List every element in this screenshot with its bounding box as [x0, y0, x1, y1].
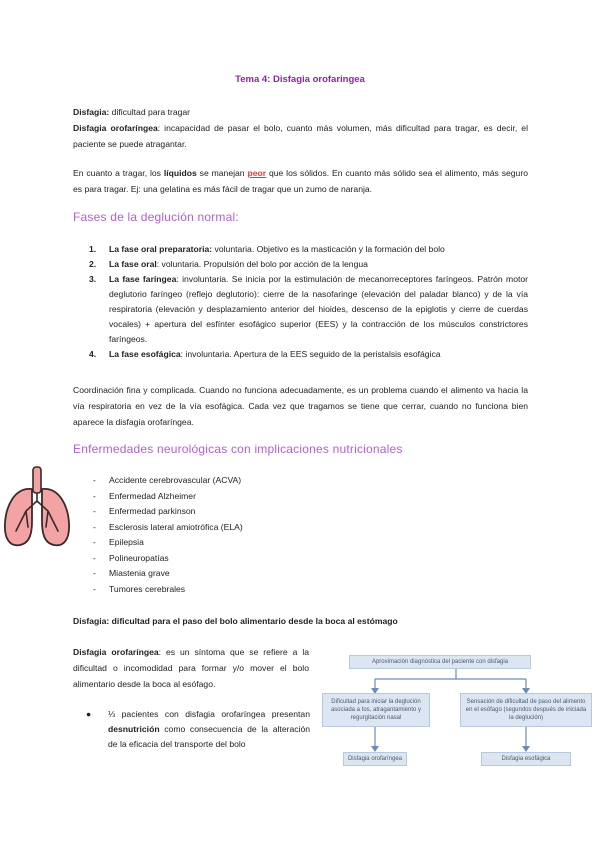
- phase-item: [73, 347, 528, 362]
- diagram-top-box: Aproximación diagnóstica del paciente con disfagia: [349, 655, 531, 669]
- phase-term: La fase esofágica: [109, 349, 181, 359]
- text: se manejan: [196, 168, 248, 178]
- bullet-item: [86, 707, 310, 752]
- phase-item: [73, 257, 528, 272]
- text: como consecuencia de la alteración de la eficacia del transporte del bolo: [108, 724, 310, 749]
- phase-number: 4.: [89, 349, 97, 359]
- phases-heading: Fases de la deglución normal:: [73, 210, 239, 224]
- text: ⅓ pacientes con disfagia orofaríngea presentan: [108, 709, 310, 719]
- disease-item: - Miastenia grave: [93, 566, 243, 582]
- phase-item: [73, 272, 528, 347]
- bold-term: desnutrición: [108, 724, 160, 734]
- phase-number: 1.: [89, 244, 97, 254]
- def-term: Disfagia:: [73, 107, 110, 117]
- phase-number: 2.: [89, 259, 97, 269]
- phase-item: [73, 242, 528, 257]
- disease-item: - Tumores cerebrales: [93, 582, 243, 598]
- phase-text: : involuntaria. Se inicia por la estimulación de mecanorreceptores faríngeos. Patrón motor deglutorio faríngeo (reflejo deglutorio): cierre de la nasofaringe (elevación del paladar blanco) y de la vía respiratoria (elevación y desplazamiento anterior del hioides, descenso de la epiglotis y cierre de cuerdas vocales) + apertura del esfínter esofágico superior (EES) y la contracción de los músculos constrictores faríngeos.: [109, 274, 528, 344]
- phase-term: La fase oral: [109, 259, 157, 269]
- text: En cuanto a tragar, los: [73, 168, 164, 178]
- bullet-icon: ●: [86, 709, 92, 719]
- phase-text: voluntaria. Objetivo es la masticación y la formación del bolo: [212, 244, 445, 254]
- highlight-peor: peor: [247, 168, 267, 178]
- disease-item: - Epilepsia: [93, 535, 243, 551]
- diseases-heading: Enfermedades neurológicas con implicaciones nutricionales: [73, 442, 403, 456]
- diseases-list: [93, 473, 243, 597]
- def-text: dificultad para tragar: [109, 107, 191, 117]
- oropharyngeal-definition: [73, 644, 309, 692]
- disease-item: - Enfermedad Alzheimer: [93, 489, 243, 505]
- bold-term: Disfagia orofaríngea: [73, 647, 159, 657]
- text: que los sólidos. En cuanto más sólido sea el alimento, más seguro es para tragar. Ej: una gelatina es más fácil de tragar que un zumo de naranja.: [73, 168, 528, 194]
- diagram-left-box: Dificultad para iniciar la deglución asociada a tos, atragantamiento y regurgitación nasal: [322, 693, 430, 727]
- def-text: : incapacidad de pasar el bolo, cuanto más volumen, más dificultad para tragar, es decir, el paciente se puede atragantar.: [73, 123, 528, 149]
- definitions: [73, 104, 528, 152]
- phase-number: 3.: [89, 274, 97, 284]
- diagram-right-box: Sensación de dificultad de paso del alimento en el esófago (segundos después de iniciada la deglución): [460, 693, 592, 727]
- coordination-paragraph: Coordinación fina y complicada. Cuando no funciona adecuadamente, es un problema cuando el alimento va hacia la vía respiratoria en vez de la vía esofágica. Cada vez que tragamos se tiene que cerrar, cuando no funciona bien aparece la disfagia orofaríngea.: [73, 385, 528, 427]
- text: : es un síntoma que se refiere a la dificultad o incomodidad para formar y/o mover el bolo alimentario desde la boca al esófago.: [73, 647, 310, 689]
- disease-item: - Enfermedad parkinson: [93, 504, 243, 520]
- phase-text: : involuntaria. Apertura de la EES seguido de la peristalsis esofágica: [180, 349, 441, 359]
- lungs-icon: [2, 465, 72, 550]
- disease-item: - Esclerosis lateral amiotrófica (ELA): [93, 520, 243, 536]
- def-term: Disfagia orofaríngea: [73, 123, 158, 133]
- disease-item: - Polineuropatías: [93, 551, 243, 567]
- diagram-result-esophageal: Disfagia esofágica: [481, 752, 571, 766]
- page-title: Tema 4: Disfagia orofaríngea: [235, 74, 365, 85]
- dysphagia-definition: Disfagia: dificultad para el paso del bolo alimentario desde la boca al estómago: [73, 616, 398, 626]
- bold-term: líquidos: [163, 168, 197, 178]
- diagram-result-oropharyngeal: Disfagia orofaríngea: [343, 752, 407, 766]
- phase-text: : voluntaria. Propulsión del bolo por acción de la lengua: [156, 259, 368, 269]
- liquids-paragraph: [73, 165, 528, 197]
- disease-item: - Accidente cerebrovascular (ACVA): [93, 473, 243, 489]
- phase-term: La fase faríngea: [109, 274, 177, 284]
- phase-term: La fase oral preparatoria:: [109, 244, 213, 254]
- phases-list: [73, 242, 528, 362]
